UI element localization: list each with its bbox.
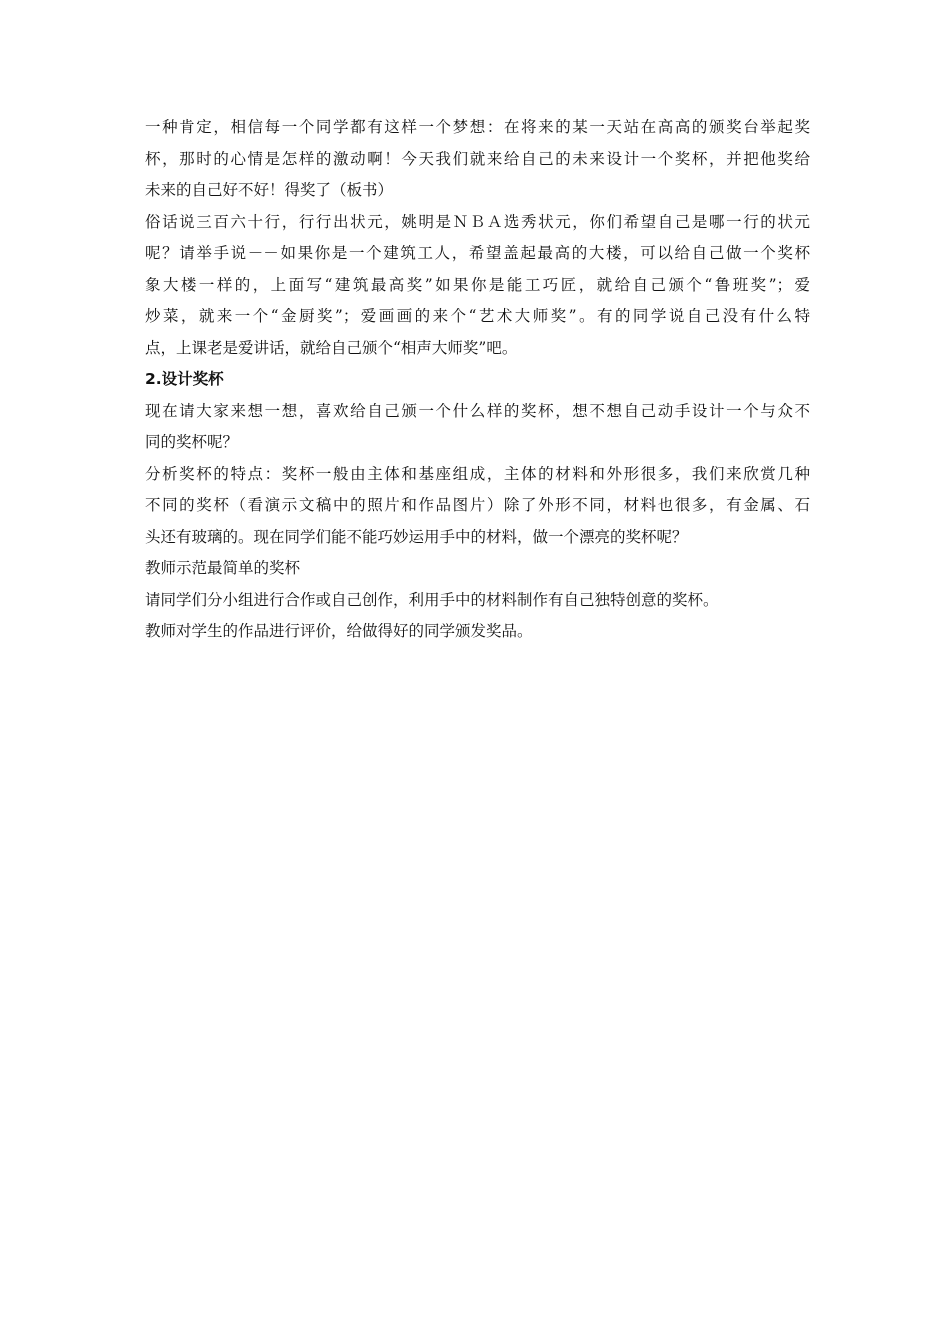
text-line: 象大楼一样的，上面写“建筑最高奖”如果你是能工巧匠，就给自己颁个“鲁班奖”；爱 bbox=[145, 275, 810, 294]
text-line: 俗话说三百六十行，行行出状元，姚明是ＮＢＡ选秀状元，你们希望自己是哪一行的状元 bbox=[145, 212, 810, 231]
text-line: 杯，那时的心情是怎样的激动啊！今天我们就来给自己的未来设计一个奖杯，并把他奖给 bbox=[145, 149, 810, 168]
text-line: 未来的自己好不好！得奖了（板书） bbox=[145, 181, 394, 199]
text-line: 不同的奖杯（看演示文稿中的照片和作品图片）除了外形不同，材料也很多，有金属、石 bbox=[145, 496, 810, 514]
text-line: 一种肯定，相信每一个同学都有这样一个梦想：在将来的某一天站在高高的颁奖台举起奖 bbox=[145, 118, 810, 136]
text-line: 教师对学生的作品进行评价，给做得好的同学颁发奖品。 bbox=[145, 622, 533, 640]
text-line: 头还有玻璃的。现在同学们能不能巧妙运用手中的材料，做一个漂亮的奖杯呢？ bbox=[145, 527, 688, 546]
text-line: 炒菜，就来一个“金厨奖”；爱画画的来个“艺术大师奖”。有的同学说自己没有什么特 bbox=[145, 307, 810, 325]
text-line: 分析奖杯的特点：奖杯一般由主体和基座组成，主体的材料和外形很多，我们来欣赏几种 bbox=[145, 464, 810, 483]
text-line: 教师示范最简单的奖杯 bbox=[145, 559, 301, 577]
text-line: 请同学们分小组进行合作或自己创作，利用手中的材料制作有自己独特创意的奖杯。 bbox=[145, 590, 719, 609]
text-line: 点，上课老是爱讲话，就给自己颁个“相声大师奖”吧。 bbox=[145, 338, 518, 357]
text-line: 呢？请举手说－－如果你是一个建筑工人，希望盖起最高的大楼，可以给自己做一个奖杯 bbox=[145, 244, 810, 262]
section-heading: 2.设计奖杯 bbox=[145, 370, 224, 388]
text-line: 现在请大家来想一想，喜欢给自己颁一个什么样的奖杯，想不想自己动手设计一个与众不 bbox=[145, 401, 810, 420]
document-page bbox=[145, 112, 810, 648]
text-line: 同的奖杯呢？ bbox=[145, 433, 239, 451]
